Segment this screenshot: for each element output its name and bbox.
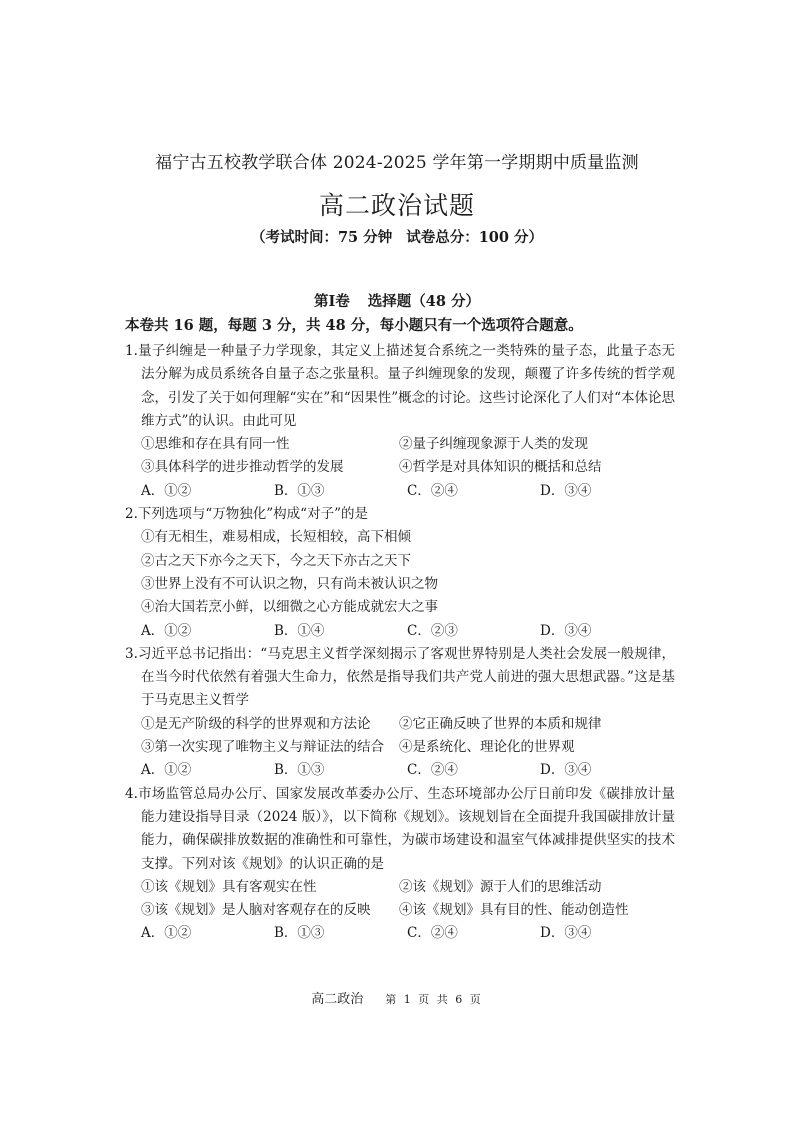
answer-choices (125, 480, 675, 503)
subject-title: 高二政治试题 (318, 191, 475, 220)
option-1: ①有无相生，难易相成，长短相较，高下相倾 (141, 529, 411, 546)
option-2: ②古之天下亦今之天下，今之天下亦古之天下 (141, 552, 411, 569)
option-4: ④哲学是对具体知识的概括和总结 (399, 459, 602, 476)
question-list (125, 340, 675, 946)
footer-subject: 高二政治 (311, 992, 364, 1007)
option-3: ③具体科学的进步推动哲学的发展 (141, 459, 344, 476)
exam-time: （考试时间：75 分钟 (250, 229, 393, 246)
exam-meta (0, 226, 794, 247)
question-3 (125, 643, 675, 783)
option-3: ③世界上没有不可认识之物，只有尚未被认识之物 (141, 575, 438, 592)
section-instructions: 本卷共 16 题，每题 3 分，共 48 分，每小题只有一个选项符合题意。 (125, 317, 583, 334)
page-number: 第 1 页 共 6 页 (385, 993, 483, 1006)
choice-a: A．①② (141, 482, 192, 499)
choice-c: C．②③ (407, 622, 458, 639)
option-4: ④该《规划》具有目的性、能动创造性 (399, 902, 629, 919)
section-name: 选择题（48 分） (367, 293, 481, 310)
choice-c: C．②④ (407, 482, 458, 499)
choice-a: A．①② (141, 762, 192, 779)
option-3: ③该《规划》是人脑对客观存在的反映 (141, 902, 371, 919)
option-1: ①思维和存在具有同一性 (141, 436, 290, 453)
choice-d: D．③④ (540, 762, 592, 779)
question-1 (125, 340, 675, 503)
answer-choices (125, 922, 675, 945)
section-title (0, 290, 794, 311)
choice-c: C．②④ (407, 762, 458, 779)
choice-c: C．②④ (407, 925, 458, 942)
option-1: ①是无产阶级的科学的世界观和方法论 (141, 715, 371, 732)
answer-choices (125, 759, 675, 782)
choice-b: B．①③ (274, 762, 325, 779)
option-4: ④治大国若烹小鲜，以细微之心方能成就宏大之事 (141, 599, 438, 616)
school-title: 福宁古五校教学联合体 2024-2025 学年第一学期期中质量监测 (155, 153, 639, 173)
choice-d: D．③④ (540, 925, 592, 942)
question-stem: 2.下列选项与“万物独化”构成“对子”的是 (125, 506, 368, 523)
choice-d: D．③④ (540, 622, 592, 639)
option-1: ①该《规划》具有客观实在性 (141, 878, 317, 895)
choice-b: B．①③ (274, 925, 325, 942)
section-volume: 第Ⅰ卷 (313, 293, 350, 310)
choice-a: A．①② (141, 925, 192, 942)
total-score: 试卷总分：100 分） (406, 229, 544, 246)
choice-a: A．①② (141, 622, 192, 639)
option-2: ②该《规划》源于人们的思维活动 (399, 878, 602, 895)
choice-b: B．①③ (274, 482, 325, 499)
option-4: ④是系统化、理论化的世界观 (399, 739, 575, 756)
question-stem: 3.习近平总书记指出：“马克思主义哲学深刻揭示了客观世界特别是人类社会发展一般规律，在当今时代依然有着强大生命力，依然是指导我们共产党人前进的强大思想武器。”这是基于马克思主义哲学 (125, 645, 675, 709)
option-2: ②它正确反映了世界的本质和规律 (399, 715, 602, 732)
question-stem: 4.市场监管总局办公厅、国家发展改革委办公厅、生态环境部办公厅日前印发《碳排放计量能力建设指导目录（2024 版）》，以下简称《规划》。该规划旨在全面提升我国碳排放计量能力，确保碳排放数据的准确性和可靠性，为碳市场建设和温室气体减排提供坚实的技术支撑。下列对该《规划》的认识正确的是 (125, 785, 675, 872)
question-4 (125, 783, 675, 946)
page-footer (0, 988, 794, 1007)
question-stem: 1.量子纠缠是一种量子力学现象，其定义上描述复合系统之一类特殊的量子态，此量子态无法分解为成员系统各自量子态之张量积。量子纠缠现象的发现，颠覆了许多传统的哲学观念，引发了关于如何理解“实在”和“因果性”概念的讨论。这些讨论深化了人们对“本体论思维方式”的认识。由此可见 (125, 343, 676, 429)
answer-choices (125, 620, 675, 643)
choice-b: B．①④ (274, 622, 325, 639)
option-2: ②量子纠缠现象源于人类的发现 (399, 436, 588, 453)
question-2 (125, 503, 675, 643)
choice-d: D．③④ (540, 482, 592, 499)
option-3: ③第一次实现了唯物主义与辩证法的结合 (141, 739, 384, 756)
